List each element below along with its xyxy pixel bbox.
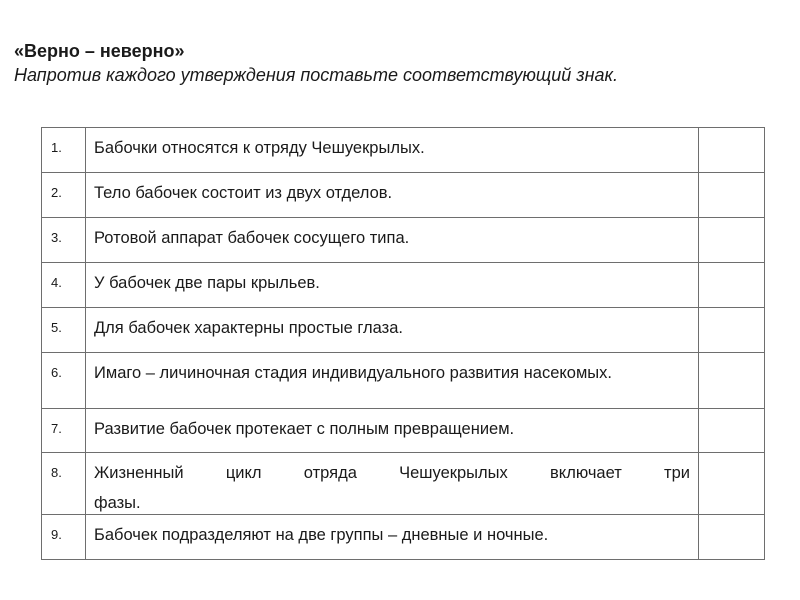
statement-line: Жизненный цикл отряда Чешуекрылых включает три	[94, 464, 690, 482]
statement-text: У бабочек две пары крыльев.	[86, 263, 699, 308]
answer-cell[interactable]	[699, 353, 765, 409]
statement-text: Бабочек подразделяют на две группы – дневные и ночные.	[86, 515, 699, 560]
page-title: «Верно – неверно»	[14, 41, 185, 61]
statement-text	[86, 453, 699, 515]
table-row	[42, 515, 765, 560]
table-row	[42, 409, 765, 453]
answer-cell[interactable]	[699, 409, 765, 453]
answer-cell[interactable]	[699, 263, 765, 308]
statement-text: Развитие бабочек протекает с полным превращением.	[86, 409, 699, 453]
table-row	[42, 128, 765, 173]
answer-cell[interactable]	[699, 308, 765, 353]
statement-text: Для бабочек характерны простые глаза.	[86, 308, 699, 353]
row-number: 2.	[42, 173, 86, 218]
statements-table	[41, 127, 765, 560]
table-row	[42, 453, 765, 515]
answer-cell[interactable]	[699, 173, 765, 218]
table-row	[42, 263, 765, 308]
table-row	[42, 173, 765, 218]
header	[14, 40, 774, 86]
row-number: 5.	[42, 308, 86, 353]
statement-text: Бабочки относятся к отряду Чешуекрылых.	[86, 128, 699, 173]
table-row	[42, 308, 765, 353]
statement-text: Имаго – личиночная стадия индивидуального развития насекомых.	[86, 353, 699, 409]
row-number: 9.	[42, 515, 86, 560]
row-number: 8.	[42, 453, 86, 515]
row-number: 4.	[42, 263, 86, 308]
table-row	[42, 218, 765, 263]
row-number: 3.	[42, 218, 86, 263]
answer-cell[interactable]	[699, 128, 765, 173]
answer-cell[interactable]	[699, 218, 765, 263]
statement-text: Тело бабочек состоит из двух отделов.	[86, 173, 699, 218]
instruction-text: Напротив каждого утверждения поставьте соответствующий знак.	[14, 65, 619, 85]
statement-line: фазы.	[94, 494, 141, 512]
row-number: 7.	[42, 409, 86, 453]
answer-cell[interactable]	[699, 453, 765, 515]
statement-text: Ротовой аппарат бабочек сосущего типа.	[86, 218, 699, 263]
table-row	[42, 353, 765, 409]
row-number: 1.	[42, 128, 86, 173]
answer-cell[interactable]	[699, 515, 765, 560]
row-number: 6.	[42, 353, 86, 409]
